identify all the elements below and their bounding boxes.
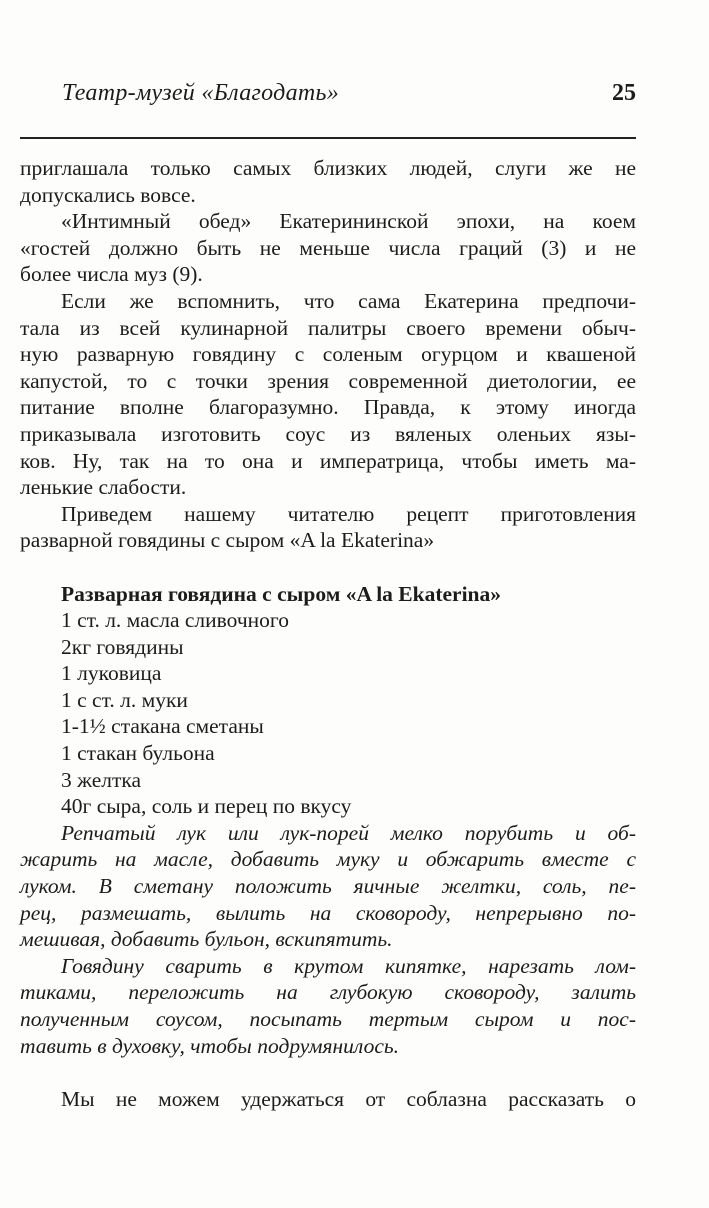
text-line: приказывала изготовить соус из вяленых оленьих язы- <box>20 421 636 446</box>
running-head <box>62 80 636 112</box>
text-line: Если же вспомнить, что сама Екатерина предпочи- <box>61 288 636 313</box>
ingredient-item: 1-1½ стакана сметаны <box>61 714 264 739</box>
text-line: ную разварную говядину с соленым огурцом и квашеной <box>20 342 636 367</box>
header-rule <box>20 137 636 139</box>
text-line: приглашала только самых близких людей, слуги же не <box>20 156 636 180</box>
text-line: тала из всей кулинарной палитры своего времени обыч- <box>20 315 636 340</box>
text-line: разварной говядины с сыром «A la Ekaterina» <box>20 528 435 553</box>
method-line: Репчатый лук или лук-порей мелко порубить и об- <box>61 820 636 845</box>
text-line: более числа муз (9). <box>20 262 203 287</box>
method-line: мешивая, добавить бульон, вскипятить. <box>20 927 393 952</box>
ingredient-item: 1 ст. л. масла сливочного <box>61 608 289 633</box>
ingredient-item: 1 с ст. л. муки <box>61 687 188 712</box>
text-line: капустой, то с точки зрения современной диетологии, ее <box>20 368 636 393</box>
ingredient-item: 2кг говядины <box>61 634 184 659</box>
blank-line <box>20 1059 636 1086</box>
text-line: Мы не можем удержаться от соблазна рассказать о <box>61 1086 636 1111</box>
method-line: луком. В сметану положить яичные желтки, соль, пе- <box>20 874 636 899</box>
page-number: 25 <box>612 80 636 106</box>
running-title: Театр-музей «Благодать» <box>62 80 340 106</box>
text-line: допускались вовсе. <box>20 182 196 207</box>
text-line: ленькие слабости. <box>20 475 187 500</box>
text-line: «гостей должно быть не меньше числа граций (3) и не <box>20 235 636 260</box>
text-line: ков. Ну, так на то она и императрица, чтобы иметь ма- <box>20 448 636 473</box>
ingredient-item: 40г сыра, соль и перец по вкусу <box>61 794 352 819</box>
blank-line <box>20 554 636 581</box>
method-line: тиками, переложить на глубокую сковороду, залить <box>20 980 636 1005</box>
recipe-title: Разварная говядина с сыром «A la Ekaterina» <box>61 581 502 606</box>
ingredient-item: 3 желтка <box>61 767 142 792</box>
method-line: рец, размешать, вылить на сковороду, непрерывно по- <box>20 900 636 925</box>
text-line: Приведем нашему читателю рецепт приготовления <box>61 501 636 526</box>
method-line: полученным соусом, посыпать тертым сыром и пос- <box>20 1007 636 1031</box>
method-line: жарить на масле, добавить муку и обжарить вместе с <box>20 847 636 872</box>
method-line: Говядину сварить в крутом кипятке, нарезать лом- <box>61 953 636 978</box>
ingredient-item: 1 луковица <box>61 661 162 686</box>
body-text <box>20 155 636 1112</box>
text-line: питание вполне благоразумно. Правда, к этому иногда <box>20 395 636 420</box>
text-line: «Интимный обед» Екатерининской эпохи, на коем <box>61 209 636 234</box>
method-line: тавить в духовку, чтобы подрумянилось. <box>20 1033 400 1058</box>
ingredient-item: 1 стакан бульона <box>61 741 215 766</box>
